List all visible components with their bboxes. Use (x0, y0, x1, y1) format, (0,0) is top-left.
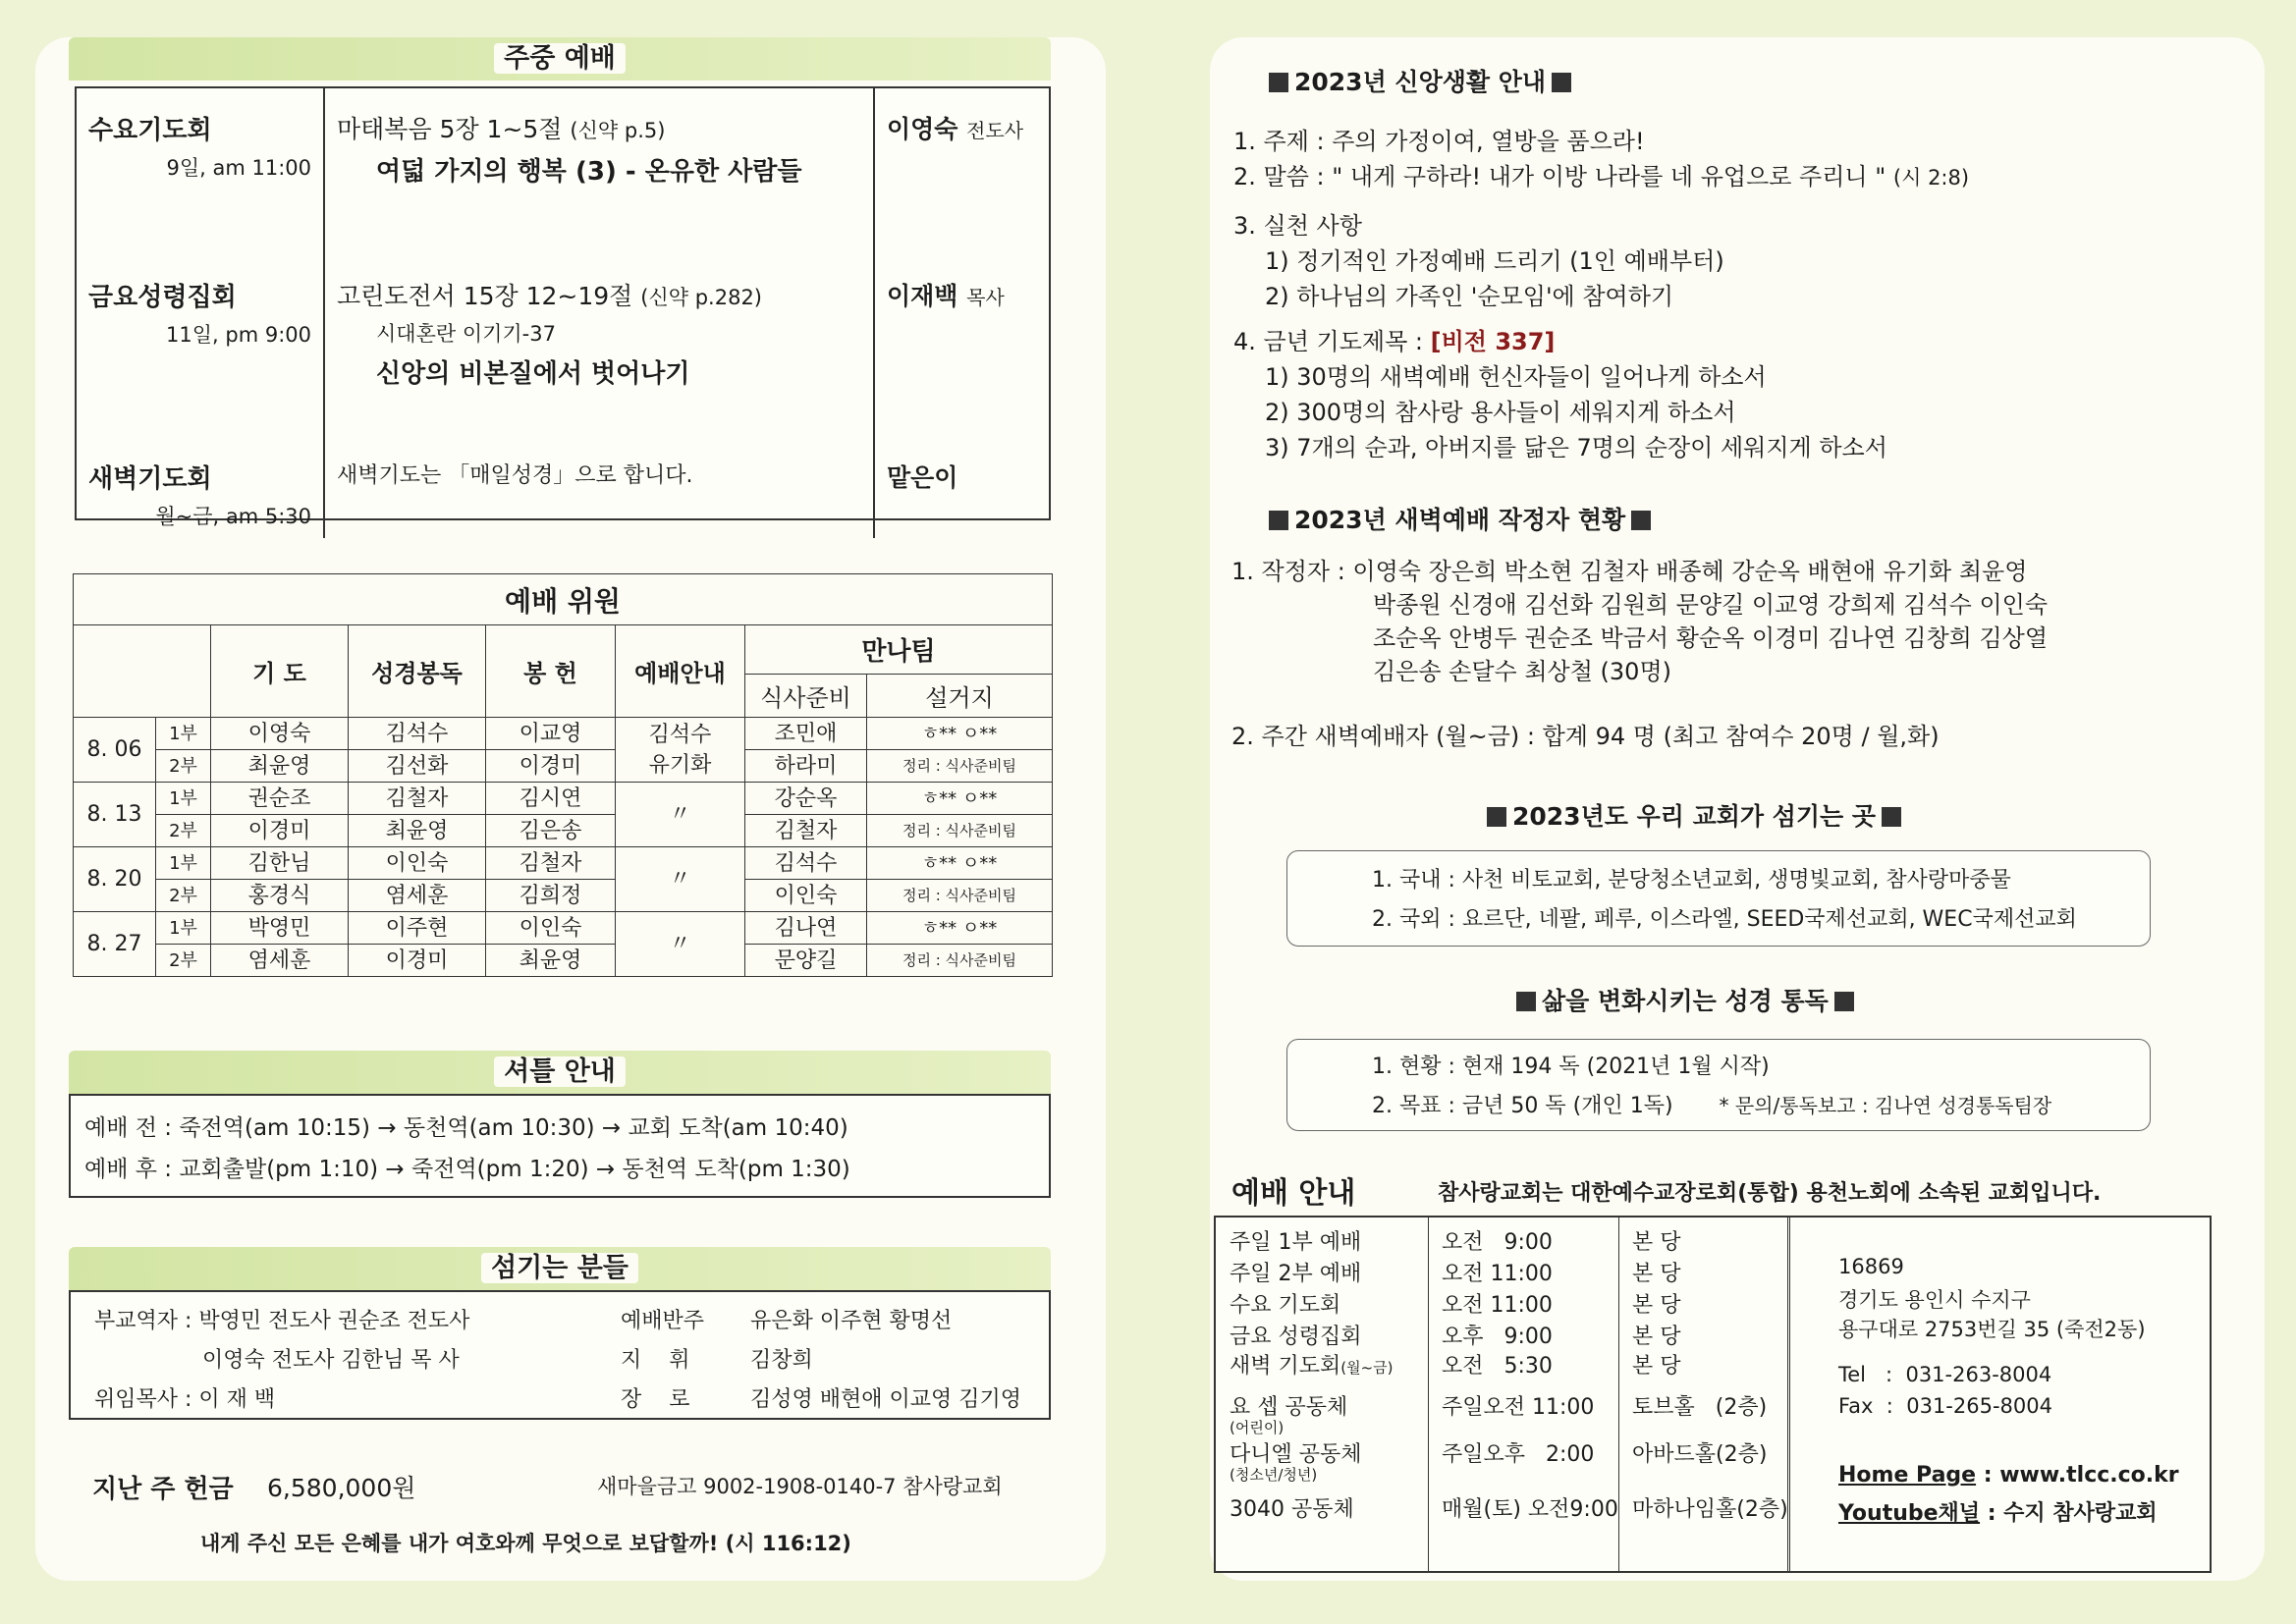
committee-title: 예배 위원 (74, 574, 1053, 625)
reading-cell: 이인숙 (349, 847, 486, 880)
worship-name-text: 주일 1부 예배 (1230, 1230, 1362, 1255)
faith-prayer-title (1233, 322, 1555, 356)
offering-cell: 김철자 (486, 847, 616, 880)
weekday-services-header (69, 37, 1051, 81)
guide-text-2: 유기화 (648, 752, 712, 778)
servants-elders: 김성영 배현애 이교영 김기영 (750, 1387, 1022, 1412)
service-detail (337, 459, 861, 489)
youtube-link[interactable] (1838, 1496, 2158, 1527)
servants-accompanist-label: 예배반주 (621, 1309, 705, 1333)
offering-account: 새마을금고 9002-1908-0140-7 참사랑교회 (597, 1475, 1003, 1498)
reading-cell: 김석수 (349, 718, 486, 750)
prayer-cell: 염세훈 (211, 945, 349, 977)
worship-name-text: 수요 기도회 (1230, 1293, 1341, 1318)
missions-overseas: 2. 국외 : 요르단, 네팔, 페루, 이스라엘, SEED국제선교회, WEC국제선교회 (1372, 907, 2077, 932)
dishes-cell: 정리 : 식사준비팀 (867, 880, 1053, 912)
offering-cell: 김희정 (486, 880, 616, 912)
worship-name (1230, 1320, 1362, 1350)
worship-place: 본 당 (1632, 1262, 1681, 1286)
worship-name (1230, 1390, 1347, 1435)
square-bullet-icon (1834, 992, 1854, 1011)
reading-cell: 김철자 (349, 783, 486, 815)
worship-place: 토브홀 (2층) (1632, 1395, 1768, 1420)
table-row (74, 945, 1053, 977)
faith-practice-1: 1) 정기적인 가정예배 드리기 (1인 예배부터) (1265, 247, 1724, 275)
church-tel: Tel : 031-263-8004 (1838, 1363, 2052, 1386)
part-cell: 1부 (156, 783, 211, 815)
part-cell: 1부 (156, 718, 211, 750)
guide-cell (616, 912, 745, 977)
worship-time: 오후 9:00 (1442, 1325, 1553, 1349)
service-row (88, 459, 311, 530)
guide-text-1: 〃 (669, 802, 691, 827)
dishes-cell: ㅎ** ㅇ** (867, 847, 1053, 880)
service-preacher (887, 110, 1037, 247)
servants-conductor-label: 지 휘 (621, 1348, 690, 1373)
guide-header: 예배안내 (616, 625, 745, 718)
service-row (88, 110, 311, 247)
passage-ref: (신약 p.5) (570, 119, 666, 142)
prayer-header: 기 도 (211, 625, 349, 718)
square-bullet-icon (1516, 992, 1536, 1011)
passage-text: 고린도전서 15장 12~19절 (337, 282, 633, 310)
servants-accompanist: 유은화 이주현 황명선 (750, 1309, 953, 1333)
dawn-pledgers-1: 1. 작정자 : 이영숙 장은희 박소현 김철자 배종혜 강순옥 배현애 유기화 최윤영 (1231, 558, 2028, 585)
preacher (887, 277, 1037, 312)
worship-name-text: 새벽 기도회 (1230, 1354, 1341, 1379)
table-row (74, 718, 1053, 750)
offering-cell: 이교영 (486, 718, 616, 750)
guide-text-1: 〃 (669, 932, 691, 956)
faith-prayer-3: 3) 7개의 순과, 아버지를 닮은 7명의 순장이 세워지게 하소서 (1265, 434, 1887, 461)
servants-box (69, 1290, 1051, 1420)
faith-practice-2: 2) 하나님의 가족인 '순모임'에 참여하기 (1265, 283, 1674, 310)
weekday-services-title: 주중 예배 (494, 43, 626, 74)
church-zip: 16869 (1838, 1255, 1904, 1278)
dawn-pledgers-2: 박종원 신경애 김선화 김원희 문양길 이교영 강희제 김석수 이인숙 (1373, 591, 2048, 619)
part-cell: 2부 (156, 815, 211, 847)
dawn-pledgers-4: 김은송 손달수 최상철 (30명) (1373, 658, 1671, 685)
faith-prayer-1: 1) 30명의 새벽예배 헌신자들이 일어나게 하소서 (1265, 363, 1767, 391)
date-cell: 8. 06 (74, 718, 156, 783)
dishes-cell: ㅎ** ㅇ** (867, 718, 1053, 750)
preacher-name: 이영숙 (887, 115, 958, 143)
weekday-services-box (75, 86, 1051, 528)
square-bullet-icon (1631, 511, 1651, 530)
worship-place: 본 당 (1632, 1230, 1681, 1255)
preacher-name: 이재백 (887, 282, 958, 310)
dishes-cell: 정리 : 식사준비팀 (867, 815, 1053, 847)
shuttle-title: 셔틀 안내 (494, 1056, 626, 1087)
shuttle-box (69, 1094, 1051, 1198)
servants-elders-label: 장 로 (621, 1387, 690, 1412)
prayer-cell: 이영숙 (211, 718, 349, 750)
worship-name-text: 다니엘 공동체 (1230, 1442, 1362, 1467)
meal-header: 식사준비 (745, 675, 867, 718)
prayer-cell: 권순조 (211, 783, 349, 815)
church-fax: Fax : 031-265-8004 (1838, 1394, 2052, 1418)
part-cell: 2부 (156, 750, 211, 783)
worship-time: 오전 11:00 (1442, 1262, 1553, 1286)
bible-goal-text: 2. 목표 : 금년 50 독 (개인 1독) (1372, 1094, 1673, 1118)
prayer-cell: 최윤영 (211, 750, 349, 783)
reading-header: 성경봉독 (349, 625, 486, 718)
preacher-title: 목사 (966, 286, 1005, 309)
servants-assistants: 부교역자 : 박영민 전도사 권순조 전도사 (94, 1309, 470, 1333)
passage-ref: (신약 p.282) (640, 286, 763, 309)
fellowship-header: 만나팀 (745, 625, 1053, 675)
weekday-services-table (77, 88, 1049, 538)
faith-word-text: 2. 말씀 : " 내게 구하라! 내가 이방 나라를 네 유업으로 주리니 " (1233, 163, 1886, 190)
preacher-name: 맡은이 (887, 463, 958, 492)
table-row (74, 847, 1053, 880)
shuttle-before: 예배 전 : 죽전역(am 10:15) → 동천역(am 10:30) → 교회 도착(am 10:40) (84, 1115, 848, 1141)
square-bullet-icon (1552, 73, 1571, 92)
reading-cell: 염세훈 (349, 880, 486, 912)
faith-prayer-label: 4. 금년 기도제목 : (1233, 328, 1423, 355)
worship-place: 본 당 (1632, 1325, 1681, 1349)
prayer-cell: 박영민 (211, 912, 349, 945)
meal-cell: 김나연 (745, 912, 867, 945)
offering-cell: 최윤영 (486, 945, 616, 977)
worship-time: 오전 9:00 (1442, 1230, 1553, 1255)
table-row (74, 783, 1053, 815)
worship-name (1230, 1492, 1354, 1523)
part-cell: 2부 (156, 945, 211, 977)
worship-place: 마하나임홀(2층) (1632, 1497, 1788, 1522)
faith-life-title: 2023년 신앙생활 안내 (1294, 68, 1547, 96)
offering-cell: 김시연 (486, 783, 616, 815)
right-page (1210, 37, 2265, 1581)
service-passage (337, 277, 861, 312)
guide-text-1: 〃 (669, 867, 691, 892)
service-detail (337, 110, 861, 247)
home-page-link[interactable] (1838, 1463, 2179, 1488)
shuttle-after: 예배 후 : 교회출발(pm 1:10) → 죽전역(pm 1:20) → 동천역 도착(pm 1:30) (84, 1157, 850, 1182)
left-page (35, 37, 1106, 1581)
table-row (74, 815, 1053, 847)
worship-guide-title: 예배 안내 (1231, 1176, 1356, 1211)
committee-box (73, 573, 1053, 998)
dawn-weekly: 2. 주간 새벽예배자 (월~금) : 합계 94 명 (최고 참여수 20명 / 월,화) (1231, 723, 1940, 750)
worship-guide-subtitle: 참사랑교회는 대한예수교장로회(통합) 용천노회에 소속된 교회입니다. (1438, 1181, 2102, 1206)
worship-name (1230, 1349, 1394, 1380)
table-row (74, 880, 1053, 912)
worship-divider (1618, 1218, 1619, 1571)
committee-body (74, 718, 1053, 977)
worship-name (1230, 1257, 1361, 1287)
dawn-pledgers-3: 조순옥 안병두 권순조 박금서 황순옥 이경미 김나연 김창희 김상열 (1373, 624, 2048, 652)
square-bullet-icon (1269, 73, 1288, 92)
square-bullet-icon (1882, 807, 1901, 827)
worship-name-text: 3040 공동체 (1230, 1497, 1354, 1522)
offering-cell: 이경미 (486, 750, 616, 783)
meal-cell: 강순옥 (745, 783, 867, 815)
guide-text-1: 김석수 (648, 722, 712, 747)
faith-practice-title: 3. 실천 사항 (1233, 212, 1362, 240)
worship-name (1230, 1437, 1362, 1482)
worship-time: 오전 5:30 (1442, 1354, 1553, 1379)
worship-time: 오전 11:00 (1442, 1293, 1553, 1318)
missions-title: 2023년도 우리 교회가 섬기는 곳 (1512, 802, 1877, 831)
worship-name-text: 주일 2부 예배 (1230, 1262, 1362, 1286)
worship-place: 아바드홀(2층) (1632, 1442, 1768, 1467)
date-cell: 8. 27 (74, 912, 156, 977)
faith-prayer-2: 2) 300명의 참사랑 용사들이 세워지게 하소서 (1265, 399, 1736, 426)
service-name: 새벽기도회 (88, 464, 212, 494)
date-cell: 8. 20 (74, 847, 156, 912)
meal-cell: 김석수 (745, 847, 867, 880)
closing-verse: 내게 주신 모든 은혜를 내가 여호와께 무엇으로 보답할까! (시 116:12) (200, 1532, 851, 1555)
faith-life-heading (1263, 63, 1577, 98)
dawn-heading (1263, 501, 1657, 536)
preacher-title: 전도사 (966, 119, 1024, 142)
service-preacher (887, 277, 1037, 439)
worship-name-text: 요 셉 공동체 (1230, 1395, 1348, 1420)
missions-heading (1481, 797, 1907, 833)
sermon-series: 시대혼란 이기기-37 (376, 322, 556, 346)
dishes-cell: ㅎ** ㅇ** (867, 912, 1053, 945)
service-passage (337, 110, 861, 145)
guide-cell (616, 783, 745, 847)
bible-heading (1510, 982, 1860, 1017)
missions-box (1286, 850, 2151, 947)
guide-cell (616, 718, 745, 783)
missions-domestic: 1. 국내 : 사천 비토교회, 분당청소년교회, 생명빛교회, 참사랑마중물 (1372, 868, 2011, 893)
meal-cell: 김철자 (745, 815, 867, 847)
faith-theme: 1. 주제 : 주의 가정이여, 열방을 품으라! (1233, 128, 1645, 155)
bible-goal-note: * 문의/통독보고 : 김나연 성경통독팀장 (1719, 1094, 2052, 1117)
worship-time: 매월(토) 오전9:00 (1442, 1497, 1618, 1522)
dawn-title: 2023년 새벽예배 작정자 현황 (1294, 506, 1626, 534)
church-address-2: 용구대로 2753번길 35 (죽전2동) (1838, 1318, 2146, 1341)
vision-tag: [비전 337] (1430, 328, 1556, 355)
youtube-label: Youtube채널 (1838, 1501, 1981, 1526)
worship-name-text: 금요 성령집회 (1230, 1325, 1362, 1349)
home-page-label: Home Page (1838, 1463, 1977, 1488)
worship-schedule-box (1214, 1216, 2212, 1573)
servants-conductor: 김창희 (750, 1348, 813, 1373)
dishes-header: 설거지 (867, 675, 1053, 718)
servants-header (69, 1247, 1051, 1290)
worship-name-sub: (청소년/청년) (1230, 1466, 1318, 1484)
service-preacher (887, 459, 1037, 494)
service-time: 9일, am 11:00 (166, 156, 311, 180)
offering-amount: 6,580,000원 (267, 1474, 416, 1502)
reading-cell: 김선화 (349, 750, 486, 783)
worship-name-sub: (어린이) (1230, 1419, 1285, 1436)
table-row (74, 912, 1053, 945)
part-cell: 1부 (156, 912, 211, 945)
service-time: 11일, pm 9:00 (166, 323, 311, 347)
part-cell: 2부 (156, 880, 211, 912)
preacher (887, 110, 1037, 145)
worship-name (1230, 1288, 1340, 1319)
dishes-cell: 정리 : 식사준비팀 (867, 750, 1053, 783)
reading-cell: 이경미 (349, 945, 486, 977)
faith-word-ref: (시 2:8) (1892, 166, 1970, 189)
meal-cell: 문양길 (745, 945, 867, 977)
offering-label: 지난 주 헌금 (92, 1475, 234, 1504)
part-cell: 1부 (156, 847, 211, 880)
servants-senior-pastor: 위임목사 : 이 재 백 (94, 1387, 276, 1412)
table-row (74, 750, 1053, 783)
worship-time: 주일오후 2:00 (1442, 1442, 1595, 1467)
worship-name (1230, 1225, 1361, 1256)
square-bullet-icon (1487, 807, 1506, 827)
worship-place: 본 당 (1632, 1354, 1681, 1379)
worship-place: 본 당 (1632, 1293, 1681, 1318)
servants-assistants-2: 이영숙 전도사 김한님 목 사 (202, 1348, 460, 1373)
home-page-url: : www.tlcc.co.kr (1983, 1463, 2179, 1488)
service-name: 금요성령집회 (88, 283, 237, 312)
meal-cell: 이인숙 (745, 880, 867, 912)
servants-title: 섬기는 분들 (481, 1253, 638, 1283)
service-name: 수요기도회 (88, 116, 212, 145)
bible-status: 1. 현황 : 현재 194 독 (2021년 1월 시작) (1372, 1055, 1770, 1079)
reading-cell: 최윤영 (349, 815, 486, 847)
service-row (88, 277, 311, 439)
shuttle-header (69, 1051, 1051, 1094)
worship-name-sub: (월~금) (1340, 1359, 1394, 1377)
meal-cell: 하라미 (745, 750, 867, 783)
bible-title: 삶을 변화시키는 성경 통독 (1542, 987, 1829, 1015)
offering-header: 봉 헌 (486, 625, 616, 718)
bible-box (1286, 1039, 2151, 1131)
blank-header (74, 625, 211, 718)
square-bullet-icon (1269, 511, 1288, 530)
worship-time: 주일오전 11:00 (1442, 1395, 1595, 1420)
offering-cell: 김은송 (486, 815, 616, 847)
service-time: 월~금, am 5:30 (155, 505, 311, 528)
committee-table (73, 573, 1053, 977)
sermon-title: 신앙의 비본질에서 벗어나기 (376, 359, 690, 389)
guide-cell (616, 847, 745, 912)
date-cell: 8. 13 (74, 783, 156, 847)
bible-goal (1372, 1089, 2051, 1119)
sermon-title: 여덟 가지의 행복 (3) - 온유한 사람들 (376, 157, 802, 187)
passage-text: 마태복음 5장 1~5절 (337, 115, 563, 143)
meal-cell: 조민애 (745, 718, 867, 750)
youtube-channel: : 수지 참사랑교회 (1987, 1501, 2158, 1526)
prayer-cell: 이경미 (211, 815, 349, 847)
service-passage: 새벽기도는 「매일성경」으로 합니다. (337, 463, 693, 488)
faith-word (1233, 157, 1969, 191)
church-address-1: 경기도 용인시 수지구 (1838, 1288, 2031, 1312)
prayer-cell: 홍경식 (211, 880, 349, 912)
dishes-cell: ㅎ** ㅇ** (867, 783, 1053, 815)
reading-cell: 이주현 (349, 912, 486, 945)
service-detail (337, 277, 861, 439)
dishes-cell: 정리 : 식사준비팀 (867, 945, 1053, 977)
worship-divider (1428, 1218, 1429, 1571)
prayer-cell: 김한님 (211, 847, 349, 880)
offering-cell: 이인숙 (486, 912, 616, 945)
